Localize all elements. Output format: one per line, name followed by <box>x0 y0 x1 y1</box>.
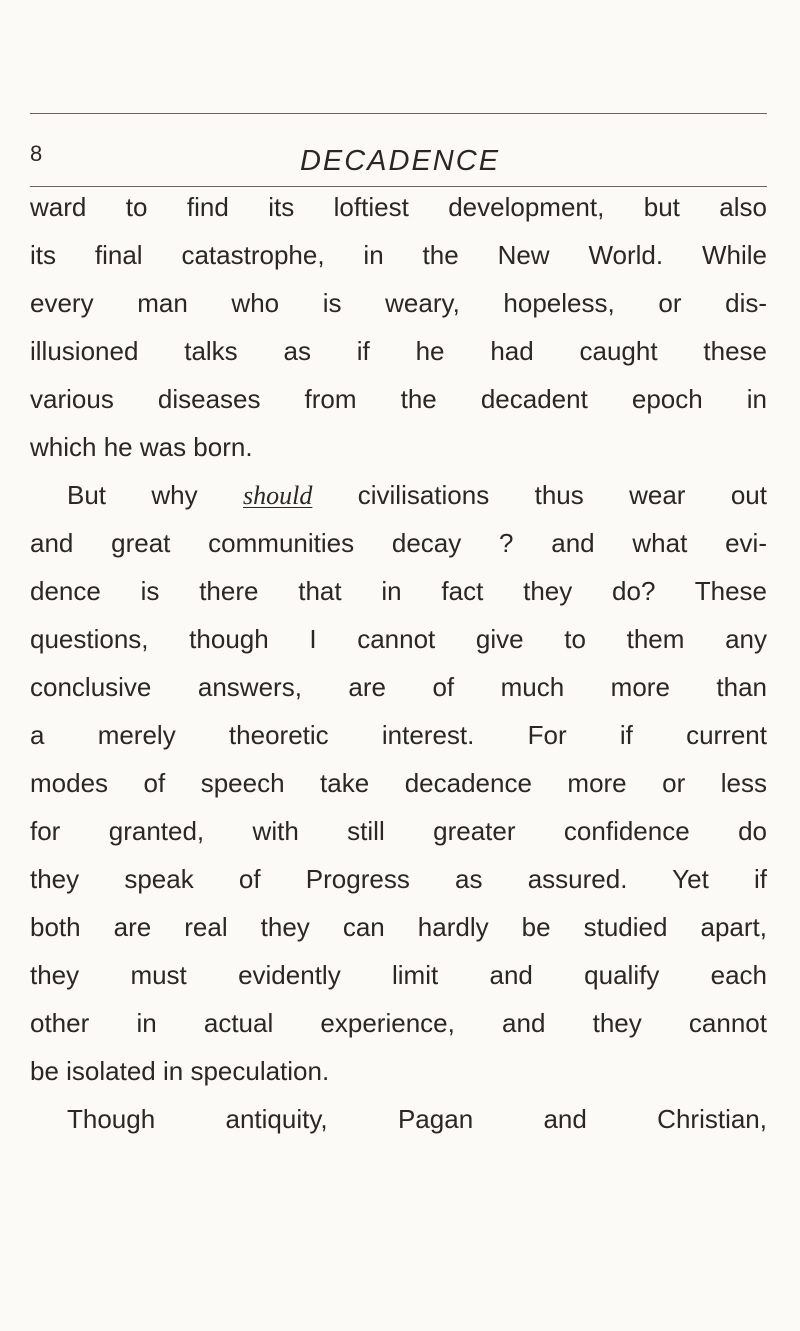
text-line: for granted, with still greater confidence do <box>30 816 767 846</box>
text-line: dence is there that in fact they do? These <box>30 576 767 606</box>
text-line: illusioned talks as if he had caught these <box>30 336 767 366</box>
text-line: and great communities decay ? and what evi- <box>30 528 767 558</box>
text-line: modes of speech take decadence more or less <box>30 768 767 798</box>
text-line: be isolated in speculation. <box>30 1056 330 1086</box>
body-text <box>30 183 767 1143</box>
text-run: But why <box>67 480 244 510</box>
page-number: 8 <box>30 141 43 166</box>
running-title: DECADENCE <box>299 145 501 177</box>
text-line: questions, though I cannot give to them any <box>30 624 767 654</box>
text-line: they speak of Progress as assured. Yet if <box>30 864 767 894</box>
text-line: conclusive answers, are of much more than <box>30 672 767 702</box>
header-rule-top <box>30 113 767 114</box>
text-line <box>30 471 767 519</box>
text-line: its final catastrophe, in the New World. While <box>30 240 767 270</box>
text-line: they must evidently limit and qualify each <box>30 960 767 990</box>
text-line: both are real they can hardly be studied apart, <box>30 912 767 942</box>
text-line: every man who is weary, hopeless, or dis- <box>30 288 767 318</box>
emphasized-word: should <box>243 481 313 510</box>
text-line: various diseases from the decadent epoch in <box>30 384 767 414</box>
text-line: which he was born. <box>30 432 253 462</box>
text-line: other in actual experience, and they cannot <box>30 1008 767 1038</box>
text-line: a merely theoretic interest. For if current <box>30 720 767 750</box>
text-run: civilisations thus wear out <box>312 480 767 510</box>
text-line: ward to find its loftiest development, but also <box>30 192 767 222</box>
text-line: Though antiquity, Pagan and Christian, <box>67 1104 767 1134</box>
